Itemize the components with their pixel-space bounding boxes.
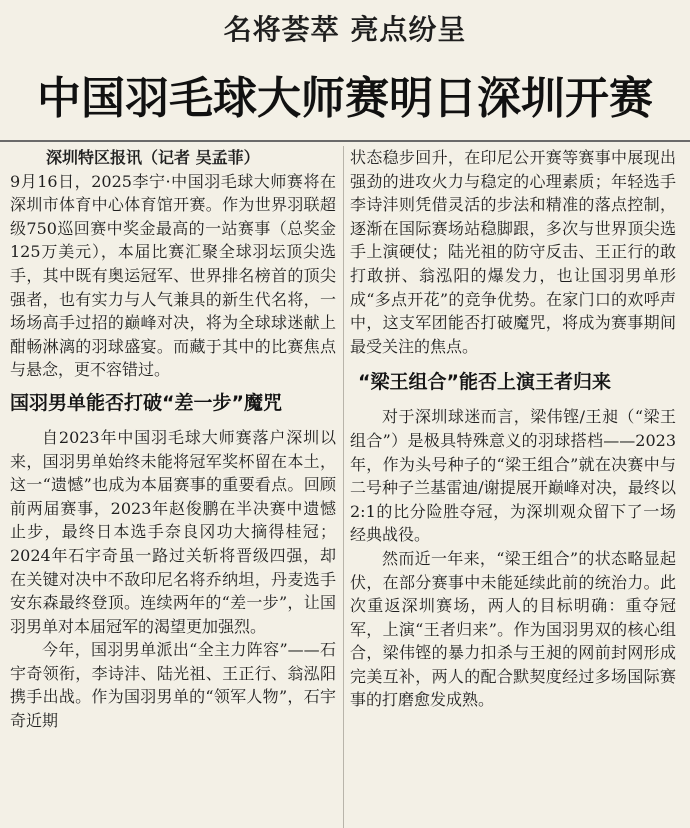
lead-paragraph: 9月16日，2025李宁·中国羽毛球大师赛将在深圳市体育中心体育馆开赛。作为世界羽联超级750巡回赛中奖金最高的一站赛事（总奖金125万美元），本届比赛汇聚全球羽坛顶尖选手，其中既有奥运冠军、世界排名榜首的顶尖强者，也有实力与人气兼具的新生代名将，一场场高手过招的巅峰对决，将为全球球迷献上酣畅淋漓的羽球盛宴。而藏于其中的比赛焦点与悬念，更不容错过。 [10, 171, 336, 380]
column-divider [343, 146, 344, 828]
headline: 中国羽毛球大师赛明日深圳开赛 [37, 73, 653, 124]
kicker-title: 名将荟萃 亮点纷呈 [223, 13, 467, 46]
subheading-mens-singles: 国羽男单能否打破“差一步”魔咒 [10, 391, 282, 414]
byline: 深圳特区报讯（记者 吴孟菲） [46, 148, 260, 167]
subheading-mens-doubles: “梁王组合”能否上演王者归来 [358, 371, 611, 394]
paragraph-doubles-outlook: 然而近一年来，“梁王组合”的状态略显起伏，在部分赛事中未能延续此前的统治力。此次重返深圳赛场，两人的目标明确：重夺冠军，上演“王者归来”。作为国羽男双的核心组合，梁伟铿的暴力扣杀与王昶的网前封网形成完美互补，两人的配合默契度经过多场国际赛事的打磨愈发成熟。 [350, 548, 676, 710]
left-column [10, 146, 336, 733]
paragraph-continued: 状态稳步回升，在印尼公开赛等赛事中展现出强劲的进攻火力与稳定的心理素质；年轻选手李诗沣则凭借灵活的步法和精准的落点控制，逐渐在国际赛场站稳脚跟，多次与世界顶尖选手上演硬仗；陆光祖的防守反击、王正行的敢打敢拼、翁泓阳的爆发力，也让国羽男单形成“多点开花”的竞争优势。在家门口的欢呼声中，这支军团能否打破魔咒，将成为赛事期间最受关注的焦点。 [350, 148, 676, 356]
headline-rule [0, 140, 690, 142]
paragraph-lineup: 今年，国羽男单派出“全主力阵容”——石宇奇领衔，李诗沣、陆光祖、王正行、翁泓阳携手出战。作为国羽男单的“领军人物”，石宇奇近期 [10, 640, 336, 731]
paragraph-doubles-history: 对于深圳球迷而言，梁伟铿/王昶（“梁王组合”）是极具特殊意义的羽球搭档——2023年，作为头号种子的“梁王组合”就在决赛中与二号种子兰基雷迪/谢提展开巅峰对决，最终以2:1的比分险胜夺冠，为深圳观众留下了一场经典战役。 [350, 407, 676, 545]
right-column [350, 146, 676, 712]
paragraph-history: 自2023年中国羽毛球大师赛落户深圳以来，国羽男单始终未能将冠军奖杯留在本土，这一“遗憾”也成为本届赛事的重要看点。回顾前两届赛事，2023年赵俊鹏在半决赛中遗憾止步，最终日本选手奈良冈功大摘得桂冠；2024年石宇奇虽一路过关斩将晋级四强，却在关键对决中不敌印尼名将乔纳坦，丹麦选手安东森最终登顶。连续两年的“差一步”，让国羽男单对本届冠军的渴望更加强烈。 [10, 427, 336, 636]
